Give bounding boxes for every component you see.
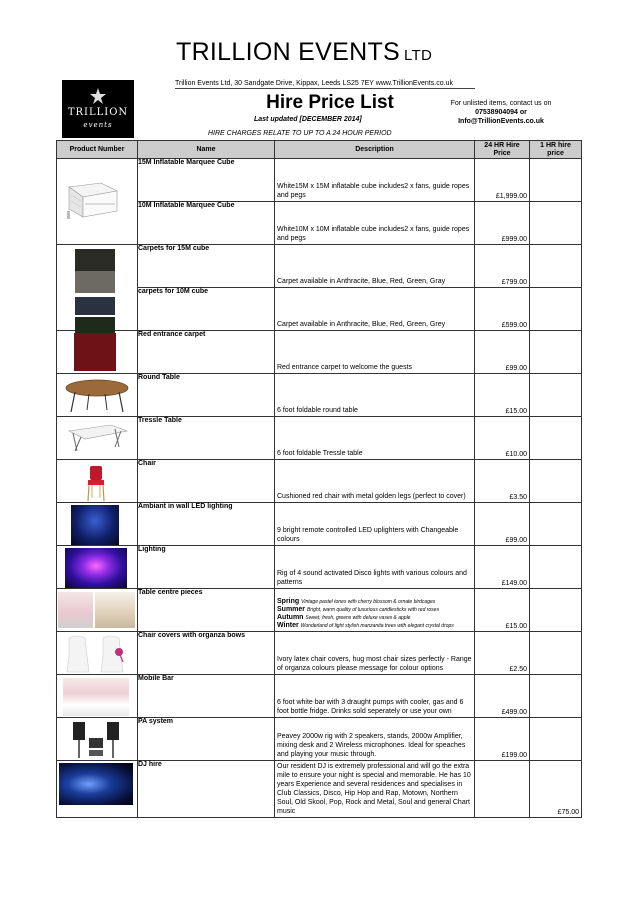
price-24hr: £15.00: [475, 589, 530, 632]
tressle-table-image: [63, 423, 131, 455]
column-header-name: Name: [138, 141, 275, 159]
price-1hr: [530, 718, 582, 761]
product-description: Our resident DJ is extremely professional and will go the extra mile to ensure your night is special and memorable. He has 10 years Experience and several residences and specialises in Club Classics, Disco, Hip Hop and Rap, Motown, Northern Soul, Old Skool, Pop, Rock and Metal, Soul and general Chart music: [275, 761, 475, 818]
price-24hr: £149.00: [475, 546, 530, 589]
table-row: [57, 460, 582, 503]
product-description: Cushioned red chair with metal golden legs (perfect to cover): [275, 460, 475, 503]
product-name: Mobile Bar: [138, 675, 275, 718]
product-name: Lighting: [138, 546, 275, 589]
red-chair-image: [83, 464, 109, 502]
price-24hr: £2.50: [475, 632, 530, 675]
price-1hr: [530, 374, 582, 417]
price-1hr: [530, 202, 582, 245]
product-image-carpets: [57, 245, 138, 331]
table-row: [57, 589, 582, 632]
dj-image: [59, 763, 133, 805]
price-1hr: £75.00: [530, 761, 582, 818]
price-24hr: £99.00: [475, 331, 530, 374]
column-header-24hr-price: 24 HR Hire Price: [475, 141, 530, 159]
product-image-cell: [57, 675, 138, 718]
product-name: carpets for 10M cube: [138, 288, 275, 331]
product-name: Chair: [138, 460, 275, 503]
mobile-bar-image: [63, 678, 129, 716]
product-description: Ivory latex chair covers, hug most chair sizes perfectly - Range of organza colours please message for colour options: [275, 632, 475, 675]
company-name: TRILLION EVENTS LTD: [176, 38, 433, 66]
round-table-image: [63, 378, 131, 414]
contact-info: [440, 99, 562, 126]
column-header-1hr-price: 1 HR hire price: [530, 141, 582, 159]
product-description: Rig of 4 sound activated Disco lights with various colours and patterns: [275, 546, 475, 589]
price-1hr: [530, 288, 582, 331]
price-24hr: £99.00: [475, 503, 530, 546]
price-24hr: £599.00: [475, 288, 530, 331]
product-name: DJ hire: [138, 761, 275, 818]
product-name: Ambiant in wall LED lighting: [138, 503, 275, 546]
contact-line: For unlisted items, contact us on: [450, 100, 552, 107]
product-name: Red entrance carpet: [138, 331, 275, 374]
product-description: 6 foot white bar with 3 draught pumps with cooler, gas and 6 foot bottle fridge. Drinks sold seperately or use your own: [275, 675, 475, 718]
red-carpet-image: [74, 333, 116, 371]
season-line: Summer Bright, warm quality of luxurious candlesticks with red roses: [277, 606, 439, 613]
table-row: [57, 417, 582, 460]
product-image-cell: [57, 718, 138, 761]
table-row: [57, 761, 582, 818]
disco-lighting-image: [65, 548, 127, 588]
page-title: Hire Price List: [266, 92, 394, 113]
led-lighting-image: [71, 505, 119, 545]
company-logo: [62, 80, 134, 138]
season-line: Spring Vintage pastel tones with cherry blossom & ornate birdcages: [277, 598, 436, 605]
pa-system-image: [69, 720, 123, 760]
charges-note: HIRE CHARGES RELATE TO UP TO A 24 HOUR PERIOD: [208, 130, 392, 137]
product-image-cell: [57, 417, 138, 460]
logo-text: TRILLION: [67, 107, 129, 118]
price-1hr: [530, 159, 582, 202]
price-1hr: [530, 503, 582, 546]
price-24hr: [475, 761, 530, 818]
product-image-cell: [57, 632, 138, 675]
table-header-row: [57, 141, 582, 159]
product-description: White15M x 15M inflatable cube includes2 x fans, guide ropes and pegs: [275, 159, 475, 202]
season-line: Winter Wonderland of light stylish manzanita trees with elegant crystal drops: [277, 622, 454, 629]
price-1hr: [530, 460, 582, 503]
price-1hr: [530, 675, 582, 718]
price-24hr: £799.00: [475, 245, 530, 288]
product-image-cell: [57, 761, 138, 818]
centrepiece-image: [58, 592, 93, 628]
table-row: [57, 245, 582, 288]
table-row: [57, 374, 582, 417]
carpet-swatch-image: [75, 271, 115, 293]
product-name: 15M Inflatable Marquee Cube: [138, 159, 275, 202]
product-description: Carpet available in Anthracite, Blue, Red, Green, Grey: [275, 288, 475, 331]
price-1hr: [530, 417, 582, 460]
product-description: Peavey 2000w rig with 2 speakers, stands, 2000w Amplifier, mixing desk and 2 Wireless microphones. Ideal for speaches and playing your music through.: [275, 718, 475, 761]
product-description: White10M x 10M inflatable cube includes2 x fans, guide ropes and pegs: [275, 202, 475, 245]
product-name: Chair covers with organza bows: [138, 632, 275, 675]
product-name: Round Table: [138, 374, 275, 417]
product-description: Red entrance carpet to welcome the guests: [275, 331, 475, 374]
price-1hr: [530, 632, 582, 675]
price-table: [56, 140, 582, 818]
centrepiece-image: [95, 592, 135, 628]
chair-covers-image: [61, 634, 133, 674]
product-description: Carpet available in Anthracite, Blue, Red, Green, Gray: [275, 245, 475, 288]
product-description-seasons: [275, 589, 475, 632]
price-24hr: £15.00: [475, 374, 530, 417]
product-image-cell: [57, 460, 138, 503]
product-image-cell: [57, 589, 138, 632]
product-image-cell: [57, 331, 138, 374]
product-description: 6 foot foldable Tressle table: [275, 417, 475, 460]
table-row: [57, 632, 582, 675]
price-1hr: [530, 331, 582, 374]
product-name: Tressle Table: [138, 417, 275, 460]
column-header-product-number: Product Number: [57, 141, 138, 159]
price-24hr: £499.00: [475, 675, 530, 718]
product-name: PA system: [138, 718, 275, 761]
product-name: 10M Inflatable Marquee Cube: [138, 202, 275, 245]
marquee-cube-image: [61, 173, 121, 223]
product-name: Carpets for 15M cube: [138, 245, 275, 288]
table-row: [57, 718, 582, 761]
product-image-cell: [57, 546, 138, 589]
product-image-cell: [57, 374, 138, 417]
page-header: [0, 0, 638, 152]
price-24hr: £3.50: [475, 460, 530, 503]
product-image-cell: [57, 503, 138, 546]
product-description: 6 foot foldable round table: [275, 374, 475, 417]
carpet-swatch-image: [75, 249, 115, 271]
carpet-swatch-image: [75, 297, 115, 315]
contact-phone: 07538904094 or: [475, 109, 527, 116]
company-address: Trillion Events Ltd, 30 Sandgate Drive, Kippax, Leeds LS25 7EY www.TrillionEvents.co.uk: [175, 80, 475, 89]
contact-email[interactable]: Info@TrillionEvents.co.uk: [458, 118, 544, 125]
last-updated: Last updated [DECEMBER 2014]: [254, 116, 362, 123]
price-24hr: £1,999.00: [475, 159, 530, 202]
season-line: Autumn Sweet, fresh, greens with deluxe vases & apple: [277, 614, 411, 621]
company-suffix: LTD: [404, 47, 433, 64]
product-image-marquee: [57, 159, 138, 245]
product-description: 9 bright remote controlled LED uplighters with Changeable colours: [275, 503, 475, 546]
price-1hr: [530, 546, 582, 589]
column-header-description: Description: [275, 141, 475, 159]
table-row: [57, 159, 582, 202]
table-row: [57, 503, 582, 546]
price-1hr: [530, 245, 582, 288]
price-24hr: £10.00: [475, 417, 530, 460]
star-icon: [90, 88, 106, 104]
table-row: [57, 675, 582, 718]
table-row: [57, 546, 582, 589]
price-1hr: [530, 589, 582, 632]
logo-subtext: events: [83, 121, 113, 129]
product-name: Table centre pieces: [138, 589, 275, 632]
table-row: [57, 331, 582, 374]
price-24hr: £999.00: [475, 202, 530, 245]
price-24hr: £199.00: [475, 718, 530, 761]
